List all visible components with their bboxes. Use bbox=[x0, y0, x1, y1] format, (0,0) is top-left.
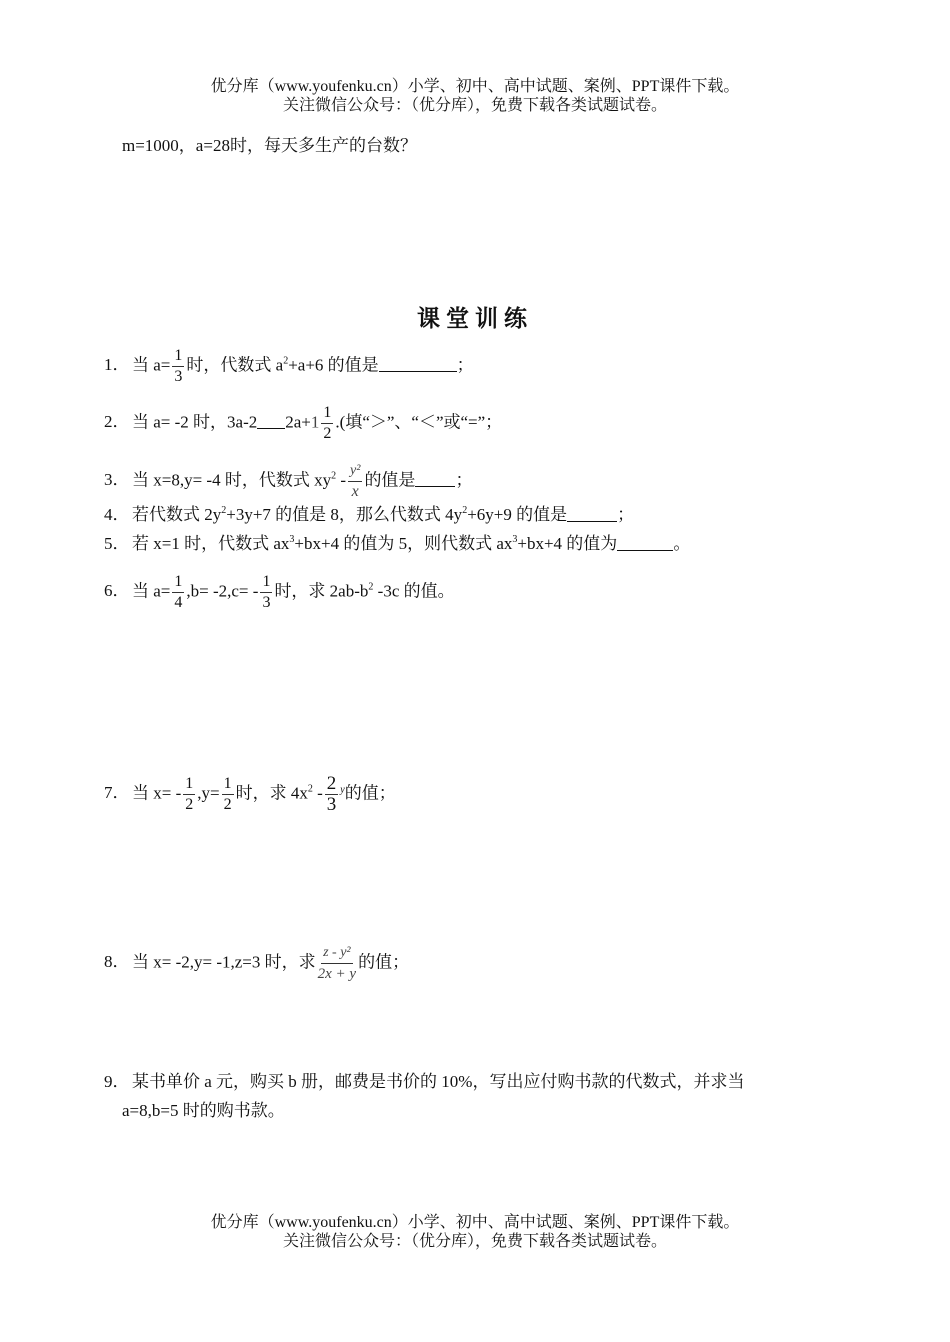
question-number: 4． bbox=[104, 505, 130, 524]
fraction: $\frac{\text{y²}}{x}$ bbox=[350, 463, 361, 500]
fraction: $\frac{1}{2}$ bbox=[223, 775, 232, 813]
answer-blank bbox=[617, 534, 673, 551]
question-number: 9． bbox=[104, 1072, 130, 1091]
question-number: 5． bbox=[104, 534, 130, 553]
question-8: 8． 当 x= -2,y= -1,z=3 时，求 $\frac{\text{z - y²}}{2x + y}$ 的值； bbox=[104, 945, 410, 982]
page-footer bbox=[0, 1213, 950, 1251]
question-6: 6． 当 a= $\frac{1}{4}$ ,b= -2,c= - $\frac{1}{3}$ 时，求 $2ab-b^2$ -3c 的值。 bbox=[104, 573, 455, 611]
question-number: 1． bbox=[104, 355, 130, 375]
question-number: 6． bbox=[104, 581, 130, 601]
question-9: 9． 某书单价 a 元，购买 b 册，邮费是书价的 10%，写出应付购书款的代数式，并求当 bbox=[104, 1072, 745, 1091]
question-9-continued: a=8,b=5 时的购书款。 bbox=[122, 1101, 285, 1120]
question-number: 2． bbox=[104, 412, 130, 432]
fraction: $\frac{\text{z - y²}}{2x + y}$ bbox=[317, 945, 357, 982]
question-number: 7． bbox=[104, 783, 130, 803]
answer-blank bbox=[379, 355, 457, 372]
footer-line-2: 关注微信公众号：（优分库），免费下载各类试题试卷。 bbox=[282, 1233, 667, 1250]
fraction: $\frac{1}{2}$ bbox=[185, 775, 194, 813]
page-header bbox=[0, 77, 950, 115]
question-1: 1． 当 a= $\frac{1}{3}$ 时，代数式 $a^2+a+6$ 的值是 ； bbox=[104, 347, 474, 385]
fraction: $\frac{1}{3}$ bbox=[174, 347, 183, 385]
question-5: 5． 若 x=1 时，代数式 $ax^3+bx+4$ 的值为 5，则代数式 $ax^3+bx+4$ 的值为 。 bbox=[104, 534, 691, 553]
answer-blank bbox=[567, 505, 617, 522]
question-7: 7． 当 x= - $\frac{1}{2}$ ,y= $\frac{1}{2}$ 时，求 $4x^2$ - $\frac{2}{3}$ $^y$的值； bbox=[104, 773, 396, 815]
question-3: 3． 当 x=8,y= -4 时，代数式 $xy^2$ - $\frac{\text{y²}}{x}$ 的值是 ； bbox=[104, 463, 473, 500]
question-4: 4． 若代数式 $2y^2+3y+7$ 的值是 8，那么代数式 $4y^2+6y+9$ 的值是 ； bbox=[104, 505, 635, 524]
question-2: 2． 当 a= -2 时，3a-2 2a+1 $\frac{1}{2}$ .(填“＞”、“＜”或“=”； bbox=[104, 404, 503, 442]
fraction: $\frac{1}{2}$ bbox=[323, 404, 332, 442]
question-number: 8． bbox=[104, 952, 130, 972]
footer-line-1: 优分库（www.youfenku.cn）小学、初中、高中试题、案例、PPT课件下载。 bbox=[210, 1214, 740, 1231]
header-line-2: 关注微信公众号：（优分库），免费下载各类试题试卷。 bbox=[282, 97, 667, 114]
intro-question: m=1000，a=28时，每天多生产的台数？ bbox=[122, 136, 417, 155]
fraction: $\frac{2}{3}$ bbox=[326, 773, 337, 815]
answer-blank bbox=[257, 412, 285, 429]
header-line-1: 优分库（www.youfenku.cn）小学、初中、高中试题、案例、PPT课件下载。 bbox=[210, 78, 740, 95]
answer-blank bbox=[415, 470, 455, 487]
fraction: $\frac{1}{4}$ bbox=[174, 573, 183, 611]
fraction: $\frac{1}{3}$ bbox=[262, 573, 271, 611]
question-number: 3． bbox=[104, 470, 130, 490]
section-title: 课堂训练 bbox=[417, 306, 533, 332]
